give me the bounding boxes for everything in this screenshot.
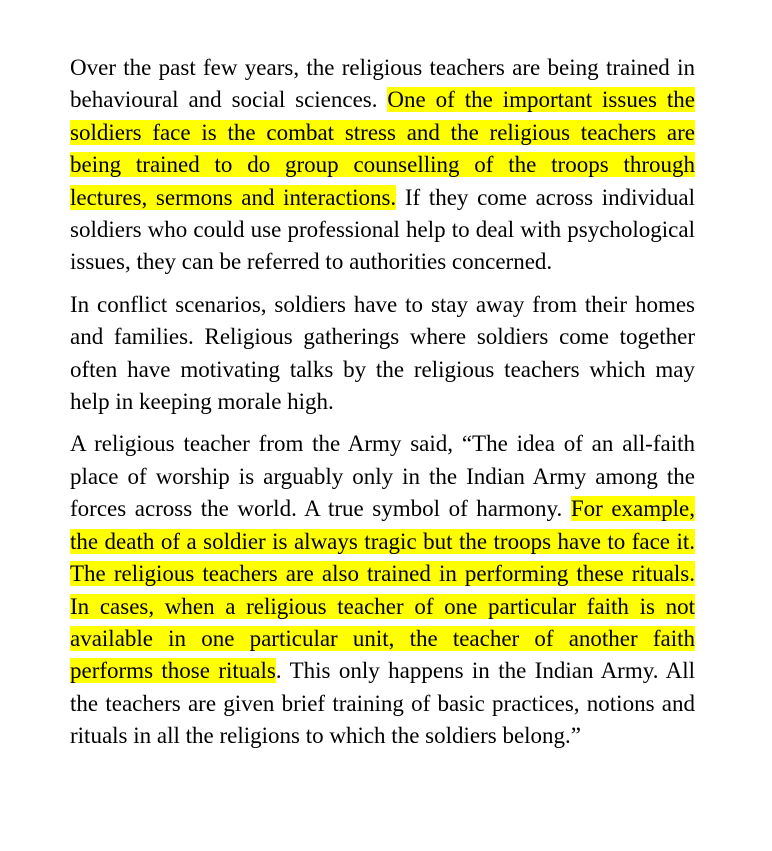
highlighted-text: One of the important issues the soldiers face is the combat stress and the religious teachers are being trained to do group counselling of the troops through lectures, sermons and interactions. [70,87,695,210]
document-page [70,52,695,763]
paragraph-3-text: A religious teacher from the Army said, “The idea of an all-faith place of worship is arguably only in the Indian Army among the forces across the world. A true symbol of harmony. [70,431,695,522]
highlighted-text: For example, the death of a soldier is always tragic but the troops have to face it. The religious teachers are also trained in performing these rituals. In cases, when a religious teacher of one particular faith is not available in one particular unit, the teacher of another faith performs those rituals [70,496,695,684]
paragraph-1-text: Over the past few years, the religious teachers are being trained in behavioural and social sciences. [70,55,695,113]
paragraph-conflict-scenarios [70,289,695,419]
paragraph-3-text-end: . This only happens in the Indian Army. All the teachers are given brief training of basic practices, notions and rituals in all the religions to which the soldiers belong.” [70,658,695,749]
paragraph-religious-teachers-training [70,52,695,279]
paragraph-1-text-end: If they come across individual soldiers who could use professional help to deal with psychological issues, they can be referred to authorities concerned. [70,184,695,275]
paragraph-2-text: In conflict scenarios, soldiers have to stay away from their homes and families. Religious gatherings where soldiers come together often have motivating talks by the religious teachers which may help in keeping morale high. [70,291,695,415]
paragraph-teacher-quote [70,428,695,752]
